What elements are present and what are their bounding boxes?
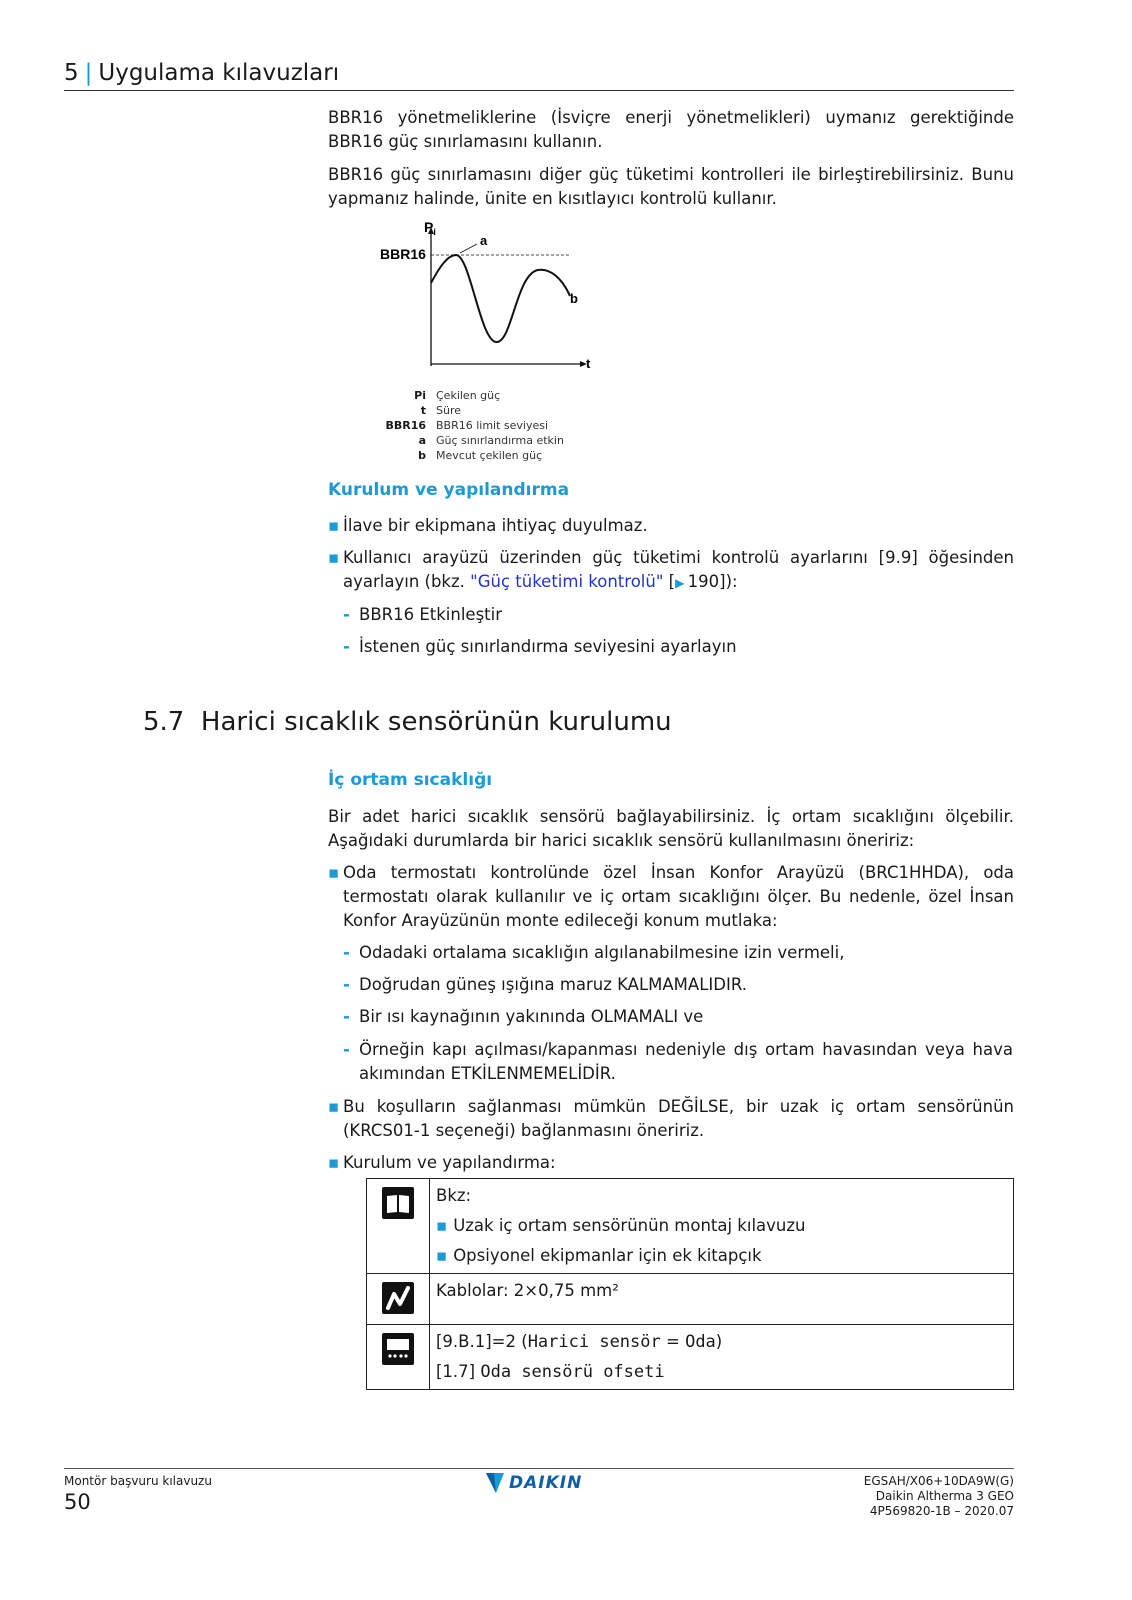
dash-marker: - bbox=[343, 975, 350, 994]
point-a-leader bbox=[460, 244, 477, 253]
daikin-logo-text: DAIKIN bbox=[509, 1473, 583, 1493]
dash-marker: - bbox=[343, 605, 350, 624]
legend-row bbox=[378, 433, 564, 448]
section-title: Harici sıcaklık sensörünün kurulumu bbox=[200, 707, 672, 737]
bullet-marker: ▪ bbox=[328, 1097, 340, 1116]
dash-text: Bir ısı kaynağının yakınında OLMAMALI ve bbox=[359, 1007, 704, 1026]
indoor-dash-4 bbox=[343, 1038, 1013, 1086]
user-interface-icon bbox=[382, 1333, 414, 1365]
bullet-text bbox=[343, 546, 1014, 595]
table-row bbox=[367, 1274, 1014, 1325]
footer-product-info bbox=[864, 1474, 1014, 1519]
bullet-text-part: Kullanıcı arayüzü üzerinden güç tüketimi kontrolü ayarlarını [9.9] öğesinden ayarlayın (bkz. bbox=[343, 548, 1014, 591]
setting-code: [1.7] bbox=[436, 1362, 481, 1381]
indoor-dash-2 bbox=[343, 973, 1013, 997]
legend-key: b bbox=[418, 449, 426, 462]
see-label: Bkz: bbox=[436, 1186, 472, 1205]
indoor-bullet-3 bbox=[328, 1151, 1014, 1175]
setting-code: [9.B.1]=2 ( bbox=[436, 1332, 528, 1351]
install-bullet-1 bbox=[328, 514, 1014, 538]
legend-row bbox=[378, 448, 564, 463]
y-axis-label: $P_i$ bbox=[424, 219, 436, 237]
install-dash-2 bbox=[343, 635, 1013, 659]
dash-text: Örneğin kapı açılması/kapanması nedeniyle dış ortam havasından veya hava akımından ETKİLENMEMELİDİR. bbox=[359, 1040, 1013, 1083]
install-bullet-2 bbox=[328, 546, 1014, 595]
install-dash-1 bbox=[343, 603, 1013, 627]
model-code: EGSAH/X06+10DA9W(G) bbox=[863, 1474, 1014, 1488]
setting-line-1 bbox=[436, 1331, 1007, 1353]
dash-marker: - bbox=[343, 943, 350, 962]
legend-row bbox=[378, 418, 564, 433]
setting-value: Oda bbox=[685, 1332, 716, 1352]
table-content-cell bbox=[430, 1179, 1014, 1274]
power-curve bbox=[431, 255, 570, 342]
bullet-text-part: ]): bbox=[719, 572, 738, 591]
installation-table bbox=[366, 1178, 1014, 1390]
legend-row bbox=[378, 403, 564, 418]
dash-marker: - bbox=[343, 1040, 350, 1059]
legend-value: Güç sınırlandırma etkin bbox=[436, 434, 564, 447]
page-ref-number: 190 bbox=[687, 572, 720, 591]
dash-text: Doğrudan güneş ışığına maruz KALMAMALIDIR. bbox=[359, 975, 747, 994]
bbr16-label: BBR16 bbox=[380, 246, 426, 262]
dash-text: İstenen güç sınırlandırma seviyesini ayarlayın bbox=[359, 637, 737, 656]
indoor-bullet-1 bbox=[328, 861, 1014, 933]
indoor-heading: İç ortam sıcaklığı bbox=[328, 770, 493, 790]
dash-marker: - bbox=[343, 1007, 350, 1026]
chapter-number: 5 bbox=[64, 60, 79, 86]
bullet-text: Kurulum ve yapılandırma: bbox=[343, 1153, 556, 1172]
dash-text: Odadaki ortalama sıcaklığın algılanabilmesine izin vermeli, bbox=[359, 943, 845, 962]
table-content-cell bbox=[430, 1325, 1014, 1390]
setting-equals: = bbox=[660, 1332, 686, 1351]
indoor-bullet-2 bbox=[328, 1095, 1014, 1143]
dash-text: BBR16 Etkinleştir bbox=[359, 605, 503, 624]
page-number: 50 bbox=[64, 1490, 91, 1514]
power-control-link[interactable]: "Güç tüketimi kontrolü" bbox=[470, 572, 664, 591]
setting-close: ) bbox=[715, 1332, 723, 1351]
x-axis-label: t bbox=[586, 356, 591, 371]
wiring-icon bbox=[382, 1282, 414, 1314]
product-name: Daikin Altherma 3 GEO bbox=[875, 1489, 1014, 1503]
footer-divider bbox=[64, 1468, 1014, 1469]
legend-value: Mevcut çekilen güç bbox=[436, 449, 543, 462]
legend-key: a bbox=[418, 434, 426, 447]
cable-spec: Kablolar: 2×0,75 mm² bbox=[436, 1281, 619, 1300]
bullet-marker: ▪ bbox=[328, 516, 340, 535]
indoor-dash-3 bbox=[343, 1005, 1013, 1029]
bullet-marker: ▪ bbox=[328, 548, 340, 567]
book-icon bbox=[382, 1187, 414, 1219]
figure-legend bbox=[378, 388, 564, 463]
table-icon-cell bbox=[367, 1179, 430, 1274]
indoor-dash-1 bbox=[343, 941, 1013, 965]
reference-text: Opsiyonel ekipmanlar için ek kitapçık bbox=[453, 1246, 762, 1265]
bbr16-power-diagram bbox=[372, 218, 632, 378]
reference-text: Uzak iç ortam sensörünün montaj kılavuzu bbox=[453, 1216, 806, 1235]
footer-manual-title: Montör başvuru kılavuzu bbox=[64, 1474, 212, 1488]
bullet-marker: ▪ bbox=[328, 1153, 340, 1172]
section-number: 5.7 bbox=[143, 707, 185, 737]
daikin-logo-mark-icon bbox=[484, 1473, 506, 1493]
legend-value: Çekilen güç bbox=[436, 389, 501, 402]
bullet-text: Bu koşulların sağlanması mümkün DEĞİLSE, bir uzak iç ortam sensörünün (KRCS01-1 seçeneği) bağlanmasını öneririz. bbox=[343, 1097, 1014, 1140]
setting-name: Oda sensörü ofseti bbox=[480, 1362, 665, 1382]
setting-line-2 bbox=[436, 1361, 1007, 1383]
bullet-marker: ▪ bbox=[436, 1246, 448, 1265]
table-content-cell bbox=[430, 1274, 1014, 1325]
reference-item bbox=[436, 1245, 1007, 1267]
dash-marker: - bbox=[343, 637, 350, 656]
header-separator: | bbox=[84, 60, 93, 86]
legend-key: Pi bbox=[414, 389, 426, 402]
intro-paragraph-1: BBR16 yönetmeliklerine (İsviçre enerji yönetmelikleri) uymanız gerektiğinde BBR16 güç sınırlamasını kullanın. bbox=[328, 108, 1014, 151]
table-row bbox=[367, 1179, 1014, 1274]
table-icon-cell bbox=[367, 1325, 430, 1390]
legend-key: BBR16 bbox=[385, 419, 426, 432]
page-header bbox=[64, 58, 1014, 91]
table-row bbox=[367, 1325, 1014, 1390]
point-b-label: b bbox=[570, 291, 578, 306]
setting-name: Harici sensör bbox=[527, 1332, 661, 1352]
point-a-label: a bbox=[480, 233, 488, 248]
intro-paragraph-2: BBR16 güç sınırlamasını diğer güç tüketimi kontrolleri ile birleştirebilirsiniz. Bunu yapmanız halinde, ünite en kısıtlayıcı kontrolü kullanır. bbox=[328, 165, 1014, 208]
legend-key: t bbox=[420, 404, 426, 417]
section-heading bbox=[143, 707, 672, 737]
chapter-title: Uygulama kılavuzları bbox=[98, 60, 340, 86]
legend-value: Süre bbox=[436, 404, 462, 417]
install-heading: Kurulum ve yapılandırma bbox=[328, 480, 570, 500]
document-code: 4P569820-1B – 2020.07 bbox=[869, 1504, 1014, 1518]
bullet-marker: ▪ bbox=[328, 863, 340, 882]
indoor-paragraph: Bir adet harici sıcaklık sensörü bağlayabilirsiniz. İç ortam sıcaklığını ölçebilir. Aşağıdaki durumlarda bir harici sıcaklık sensörü kullanılmasını öneririz: bbox=[328, 807, 1014, 850]
daikin-logo bbox=[484, 1473, 582, 1493]
table-icon-cell bbox=[367, 1274, 430, 1325]
legend-value: BBR16 limit seviyesi bbox=[436, 419, 549, 432]
legend-row bbox=[378, 388, 564, 403]
bullet-text-part: [ bbox=[663, 572, 676, 591]
reference-item bbox=[436, 1215, 1007, 1237]
bullet-marker: ▪ bbox=[436, 1216, 448, 1235]
bullet-text: Oda termostatı kontrolünde özel İnsan Konfor Arayüzü (BRC1HHDA), oda termostatı olarak kullanılır ve iç ortam sıcaklığını ölçer. Bu nedenle, özel İnsan Konfor Arayüzünün monte edileceği konum mutlaka: bbox=[343, 863, 1014, 930]
page-ref-arrow-icon: ▶ bbox=[675, 576, 685, 590]
bullet-text: İlave bir ekipmana ihtiyaç duyulmaz. bbox=[343, 516, 648, 535]
